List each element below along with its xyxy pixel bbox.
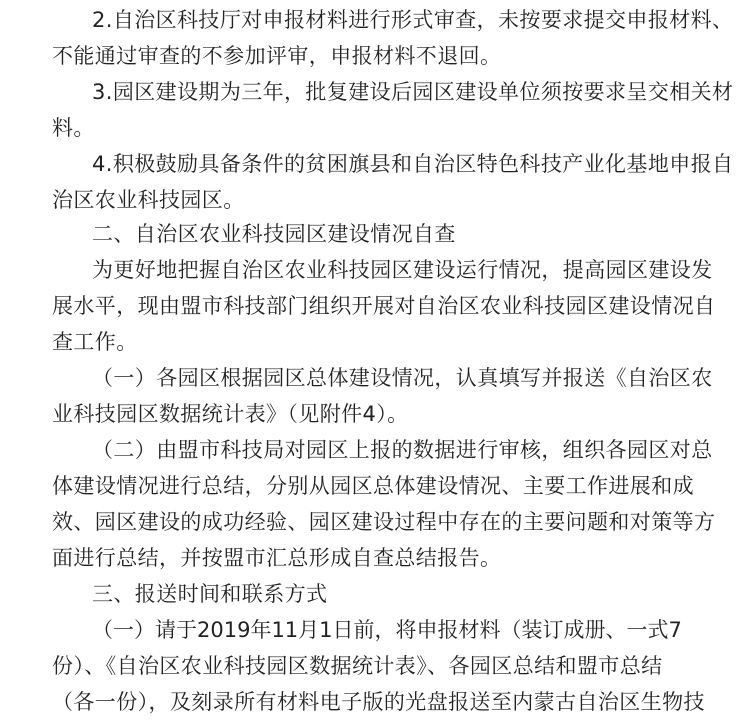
- text-line: 料。: [52, 116, 95, 140]
- text-line: 业科技园区数据统计表》（见附件4）。: [52, 402, 409, 426]
- section-heading: 三、报送时间和联系方式: [92, 582, 328, 606]
- text-line: （一）各园区根据园区总体建设情况，认真填写并报送《自治区农: [92, 366, 713, 390]
- text-line: 4.积极鼓励具备条件的贫困旗县和自治区特色科技产业化基地申报自: [92, 152, 734, 176]
- text-line: 效、园区建设的成功经验、园区建设过程中存在的主要问题和对策等方: [52, 510, 716, 534]
- text-line: 为更好地把握自治区农业科技园区建设运行情况，提高园区建设发: [92, 258, 713, 282]
- text-line: 2.自治区科技厅对申报材料进行形式审查，未按要求提交申报材料、: [92, 8, 734, 32]
- text-line: 查工作。: [52, 330, 138, 354]
- text-line: 展水平，现由盟市科技部门组织开展对自治区农业科技园区建设情况自: [52, 294, 716, 318]
- text-line: （二）由盟市科技局对园区上报的数据进行审核，组织各园区对总: [92, 438, 713, 462]
- text-line: 份）、《自治区农业科技园区数据统计表》、各园区总结和盟市总结: [52, 654, 663, 678]
- section-heading: 二、自治区农业科技园区建设情况自查: [92, 222, 456, 246]
- text-line: 不能通过审查的不参加评审，申报材料不退回。: [52, 44, 502, 68]
- text-line: 面进行总结，并按盟市汇总形成自查总结报告。: [52, 546, 502, 570]
- text-line: （一）请于2019年11月1日前，将申报材料（装订成册、一式7: [92, 618, 682, 642]
- text-line: 体建设情况进行总结，分别从园区总体建设情况、主要工作进展和成: [52, 474, 694, 498]
- text-line: 3.园区建设期为三年，批复建设后园区建设单位须按要求呈交相关材: [92, 80, 734, 104]
- text-line: （各一份），及刻录所有材料电子版的光盘报送至内蒙古自治区生物技: [52, 690, 705, 714]
- text-line: 治区农业科技园区。: [52, 188, 245, 212]
